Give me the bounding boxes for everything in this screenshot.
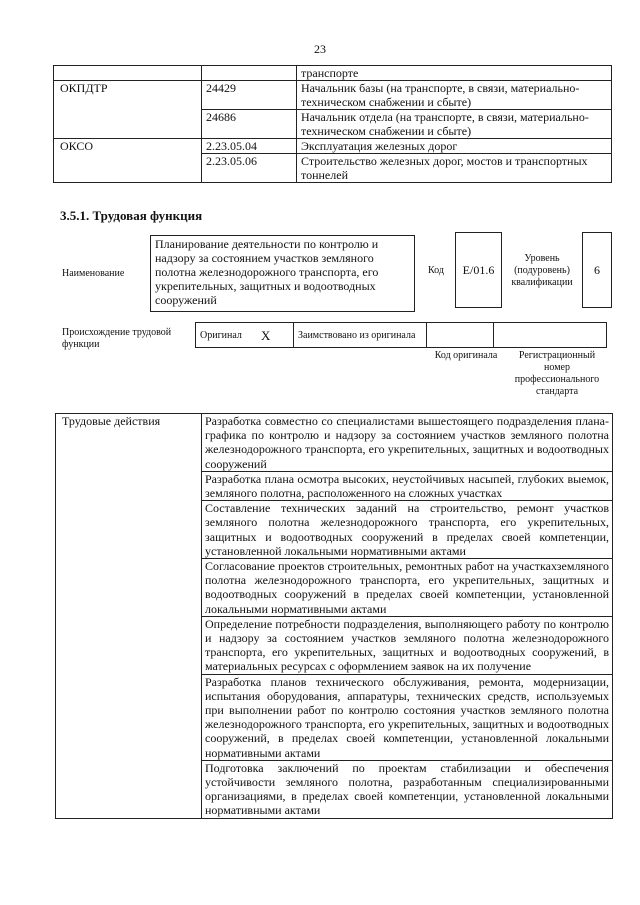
origin-label: Происхождение трудовой функции: [62, 327, 172, 350]
table-row: [54, 66, 612, 81]
code-label: Код: [428, 265, 444, 276]
name-cell: транспорте: [297, 66, 612, 81]
labor-action: Разработка планов технического обслуживания, ремонта, модернизации, испытания оборудования, аппаратуры, технических средств, используемых при выполнении работ по контролю состояния участков земляного полотна железнодорожного транспорта, его укрепительных, защитных и водоотводных сооружений, в пределах своей компетенции, установленной локальными нормативными актами: [202, 674, 613, 760]
section-heading: 3.5.1. Трудовая функция: [60, 208, 203, 223]
name-label: Наименование: [62, 268, 125, 279]
labor-action: Определение потребности подразделения, выполняющего работу по контролю и надзору за состоянием участков земляного полотна железнодорожного транспорта, его укрепительных, защитных и водоотводных сооружений, в материальных ресурсах с оформлением заявок на их получение: [202, 616, 613, 674]
borrowed-label: Заимствовано из оригинала: [294, 323, 427, 348]
reg-number-caption: Регистрационный номер профессионального стандарта: [514, 350, 600, 397]
labor-action: Разработка плана осмотра высоких, неустойчивых насыпей, глубоких выемок, земляного полотна, расположенного на сложных участках: [202, 471, 613, 500]
code-cell: 2.23.05.04: [202, 139, 297, 154]
original-code-caption: Код оригинала: [434, 350, 498, 361]
code-cell: 24686: [202, 110, 297, 139]
original-label: Оригинал: [196, 323, 258, 348]
labor-action: Составление технических заданий на строительство, ремонт участков земляного полотна железнодорожного транспорта, его укрепительных, защитных и водоотводных сооружений в пределах своей компетенции, установленной локальными нормативными актами: [202, 501, 613, 559]
level-value: 6: [582, 232, 612, 308]
original-mark: X: [257, 323, 294, 348]
classification-table: [53, 65, 612, 183]
labor-actions-label: Трудовые действия: [56, 414, 202, 819]
table-row: [54, 139, 612, 154]
reg-number-cell: [494, 323, 607, 348]
table-row: [56, 414, 613, 472]
table-row: [196, 323, 607, 348]
name-cell: Начальник базы (на транспорте, в связи, материально-техническом снабжении и сбыте): [297, 81, 612, 110]
name-cell: Строительство железных дорог, мостов и транспортных тоннелей: [297, 154, 612, 183]
function-code-value: E/01.6: [455, 232, 502, 308]
page-number: 23: [314, 42, 326, 56]
labor-actions-table: [55, 413, 613, 819]
labor-action: Согласование проектов строительных, ремонтных работ на участкахземляного полотна железнодорожного транспорта, его укрепительных, защитных и водоотводных сооружений в пределах своей компетенции, установленной локальными нормативными актами: [202, 559, 613, 617]
labor-action: Разработка совместно со специалистами вышестоящего подразделения плана-графика по контролю и надзору за состоянием участков земляного полотна железнодорожного транспорта, его укрепительных, защитных и водоотводных сооружений: [202, 414, 613, 472]
original-code-cell: [427, 323, 494, 348]
code-cell: 24429: [202, 81, 297, 110]
name-cell: Начальник отдела (на транспорте, в связи, материально-техническом снабжении и сбыте): [297, 110, 612, 139]
code-cell: [202, 66, 297, 81]
table-row: [54, 81, 612, 110]
classifier-cell: ОКПДТР: [54, 81, 202, 139]
name-cell: Эксплуатация железных дорог: [297, 139, 612, 154]
classifier-cell: ОКСО: [54, 139, 202, 183]
code-cell: 2.23.05.06: [202, 154, 297, 183]
function-name-value: Планирование деятельности по контролю и надзору за состоянием участков земляного полотна железнодорожного транспорта, его укрепительных, защитных и водоотводных сооружений: [150, 235, 415, 312]
level-label: Уровень (подуровень) квалификации: [511, 253, 573, 288]
labor-action: Подготовка заключений по проектам стабилизации и обеспечения устойчивости земляного полотна, разработанным специализированными организациями, в пределах своей компетенции, установленной локальными нормативными актами: [202, 760, 613, 818]
origin-table: [195, 322, 607, 348]
classifier-cell: [54, 66, 202, 81]
